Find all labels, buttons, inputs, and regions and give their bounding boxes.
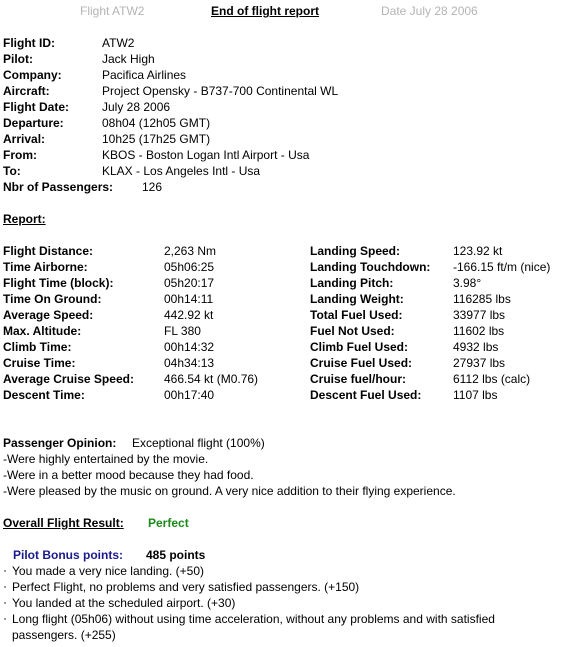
- bonus-item: [4, 612, 495, 626]
- stat-label: Descent Time:: [3, 388, 85, 402]
- bonus-item-text: You landed at the scheduled airport. (+30): [12, 596, 236, 610]
- stat-label: Landing Pitch:: [310, 276, 394, 290]
- stat-value: 6112 lbs (calc): [453, 372, 531, 386]
- opinion-line: -Were highly entertained by the movie.: [3, 452, 209, 466]
- stat-value: FL 380: [164, 324, 201, 338]
- info-value: 126: [142, 180, 163, 194]
- stat-label: Flight Distance:: [3, 244, 94, 258]
- stat-label: Descent Fuel Used:: [310, 388, 422, 402]
- stat-label: Climb Time:: [3, 340, 72, 354]
- opinion-value: Exceptional flight (100%): [132, 436, 265, 450]
- bullet-icon: [4, 618, 6, 620]
- stat-label: Flight Time (block):: [3, 276, 114, 290]
- opinion-line: -Were pleased by the music on ground. A very nice addition to their flying experience.: [3, 484, 456, 498]
- info-value: KLAX - Los Angeles Intl - Usa: [102, 164, 261, 178]
- bonus-item-continued: passengers. (+255): [12, 628, 116, 642]
- overall-result-value: Perfect: [148, 516, 189, 530]
- stat-label: Cruise fuel/hour:: [310, 372, 407, 386]
- stat-value: 05h20:17: [164, 276, 215, 290]
- bonus-item-text: Perfect Flight, no problems and very satisfied passengers. (+150): [12, 580, 360, 594]
- stat-value: 11602 lbs: [453, 324, 505, 338]
- stat-value: 123.92 kt: [453, 244, 503, 258]
- stat-label: Max. Altitude:: [3, 324, 82, 338]
- stat-value: 04h34:13: [164, 356, 215, 370]
- bonus-item-text: You made a very nice landing. (+50): [12, 564, 205, 578]
- info-value: 10h25 (17h25 GMT): [102, 132, 211, 146]
- bonus-item-text: Long flight (05h06) without using time acceleration, without any problems and with satisfied: [12, 612, 495, 626]
- info-value: Pacifica Airlines: [102, 68, 187, 82]
- info-value: 08h04 (12h05 GMT): [102, 116, 211, 130]
- stat-value: -166.15 ft/m (nice): [453, 260, 551, 274]
- opinion-label: Passenger Opinion:: [3, 436, 117, 450]
- stat-label: Landing Speed:: [310, 244, 400, 258]
- bullet-icon: [4, 570, 6, 572]
- opinion-line: -Were in a better mood because they had food.: [3, 468, 254, 482]
- stat-label: Landing Weight:: [310, 292, 404, 306]
- bonus-value: 485 points: [146, 548, 206, 562]
- stat-label: Cruise Time:: [3, 356, 76, 370]
- stat-value: 33977 lbs: [453, 308, 506, 322]
- bonus-item: [4, 564, 204, 578]
- stat-label: Cruise Fuel Used:: [310, 356, 413, 370]
- header-date: Date July 28 2006: [381, 4, 478, 18]
- info-label: From:: [3, 148, 37, 162]
- header-flight: Flight ATW2: [80, 4, 145, 18]
- overall-result-label: Overall Flight Result:: [3, 516, 124, 530]
- info-label: Departure:: [3, 116, 64, 130]
- info-label: Arrival:: [3, 132, 46, 146]
- stat-value: 116285 lbs: [453, 292, 511, 306]
- stat-value: 00h14:32: [164, 340, 215, 354]
- info-label: Flight ID:: [3, 36, 55, 50]
- info-value: Jack High: [102, 52, 155, 66]
- stat-value: 27937 lbs: [453, 356, 506, 370]
- stat-label: Average Speed:: [3, 308, 94, 322]
- stat-label: Time Airborne:: [3, 260, 88, 274]
- stat-label: Total Fuel Used:: [310, 308, 403, 322]
- info-label: Aircraft:: [3, 84, 50, 98]
- stat-value: 1107 lbs: [453, 388, 498, 402]
- stat-label: Climb Fuel Used:: [310, 340, 409, 354]
- bullet-icon: [4, 586, 6, 588]
- stat-label: Time On Ground:: [3, 292, 102, 306]
- stat-value: 2,263 Nm: [164, 244, 217, 258]
- info-label: Flight Date:: [3, 100, 69, 114]
- stat-value: 3.98°: [453, 276, 482, 290]
- stat-value: 05h06:25: [164, 260, 215, 274]
- bonus-item: [4, 596, 235, 610]
- stat-value: 466.54 kt (M0.76): [164, 372, 259, 386]
- info-value: Project Opensky - B737-700 Continental WL: [102, 84, 339, 98]
- report-title: End of flight report: [211, 4, 319, 18]
- info-label: Nbr of Passengers:: [3, 180, 114, 194]
- bullet-icon: [4, 602, 6, 604]
- report-heading: Report:: [3, 212, 46, 226]
- info-value: ATW2: [102, 36, 135, 50]
- stat-value: 4932 lbs: [453, 340, 499, 354]
- stat-value: 00h14:11: [164, 292, 214, 306]
- stat-value: 00h17:40: [164, 388, 215, 402]
- info-label: Pilot:: [3, 52, 33, 66]
- stat-label: Landing Touchdown:: [310, 260, 431, 274]
- info-label: To:: [3, 164, 21, 178]
- info-value: July 28 2006: [102, 100, 171, 114]
- stat-value: 442.92 kt: [164, 308, 214, 322]
- bonus-label: Pilot Bonus points:: [13, 548, 123, 562]
- info-label: Company:: [3, 68, 62, 82]
- stat-label: Fuel Not Used:: [310, 324, 395, 338]
- info-value: KBOS - Boston Logan Intl Airport - Usa: [102, 148, 310, 162]
- stat-label: Average Cruise Speed:: [3, 372, 134, 386]
- bonus-item: [4, 580, 359, 594]
